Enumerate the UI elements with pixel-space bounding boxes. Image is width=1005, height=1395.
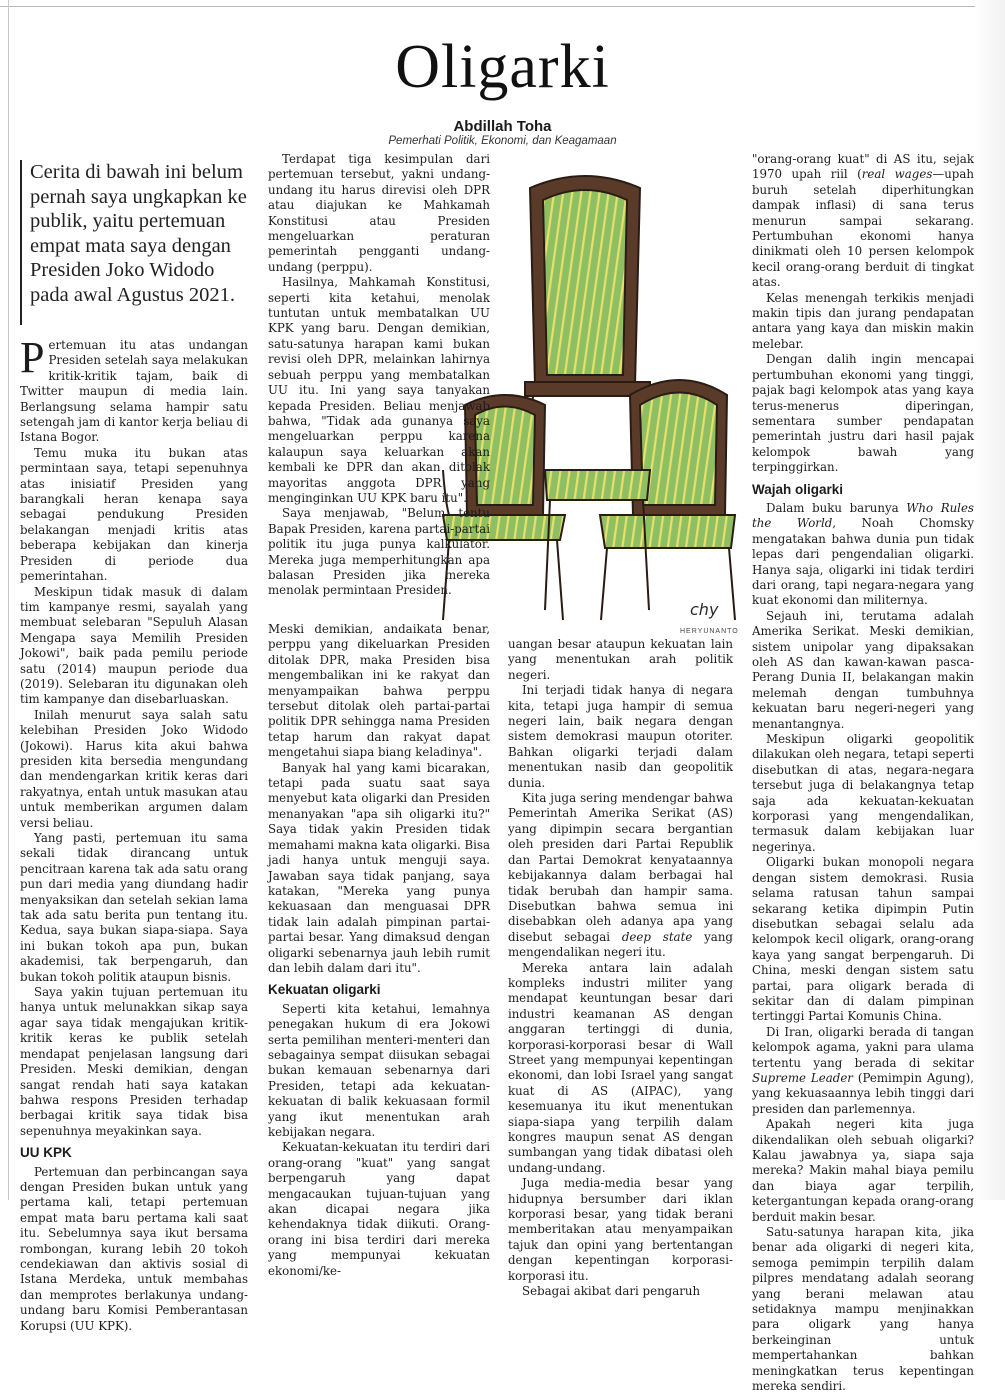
italic-term: deep state — [621, 929, 693, 944]
paragraph: Saya yakin tujuan pertemuan itu hanya untuk melunakkan sikap saya agar saya tidak mengajukan kritik-kritik keras ke publik setelah mendapat penjelasan langsung dari Presiden. Meski demikian, dengan sangat rendah hati saya katakan bahwa respons Presiden terhadap berbagai kritik saya tidak bisa sepenuhnya meyakinkan saya. — [20, 985, 248, 1138]
paragraph: Kelas menengah terkikis menjadi makin tipis dan jurang pendapatan antara yang kaya dan miskin makin melebar. — [752, 290, 974, 351]
paragraph — [752, 1025, 974, 1117]
paragraph: Terdapat tiga kesimpulan dari pertemuan tersebut, yakni undang-undang itu harus direvisi oleh DPR atau diajukan ke Mahkamah Konstitusi atau Presiden mengeluarkan peraturan pemerintah pengganti undang-undang (perppu). — [268, 152, 490, 274]
paragraph: Oligarki bukan monopoli negara dengan sistem demokrasi. Rusia selama ratusan tahun sampai sekarang ketika dipimpin Putin disebutkan sebagai selalu ada kelompok kecil oligark, orang-orang kaya yang sangat berpengaruh. Di China, meski dengan sistem satu partai, para oligark berada di sekitar dan di dalam pimpinan tertinggi Partai Komunis China. — [752, 855, 974, 1024]
article-title: Oligarki — [395, 33, 610, 101]
column-4 — [752, 152, 974, 1394]
paragraph: Mereka antara lain adalah kompleks industri militer yang mendapat keuntungan besar dari industri keamanan AS dengan anggaran tertinggi di dunia, korporasi-korporasi besar di Wall Street yang mempunyai kepentingan ekonomi, dan lobi Israel yang sangat kuat di AS (AIPAC), yang kesemuanya itu ikut menentukan siapa-siapa yang terpilih dalam kongres maupun senat AS dengan sumbangan yang tidak dibatasi oleh undang-undang. — [508, 960, 733, 1175]
paragraph — [752, 152, 974, 291]
drop-cap: P — [20, 333, 45, 382]
paragraph: Seperti kita ketahui, lemahnya penegakan hukum di era Jokowi serta pemilihan menteri-menteri dan sebagainya sempat diisukan sebagai bukan kemauan sebenarnya dari Presiden, tetapi ada kekuatan-kekuatan di balik kekuasaan formil yang ikut menentukan arah kebijakan negara. — [268, 1001, 490, 1139]
illustrator-signature: chy — [690, 600, 719, 619]
paragraph: Yang pasti, pertemuan itu sama sekali tidak dirancang untuk pencitraan karena tak ada satu orang pun dari media yang diundang hadir menyaksikan dan setelah sekian lama tak ada satu berita pun tentang itu. Kedua, saya bukan siapa-siapa. Saya ini bukan tokoh apa pun, bukan akademisi, tak berpengaruh, dan bukan tokoh politik ataupun bisnis. — [20, 831, 248, 984]
paragraph-text: Di Iran, oligarki berada di tangan kelompok agama, yakni para ulama tertentu yang berada di sekitar — [752, 1024, 974, 1070]
paragraph-text: , Noah Chomsky mengatakan bahwa dunia pun tidak lepas dari pengendalian oligarki. Hanya saja, oligarki ini tidak terdiri dari orang, tapi negara-negara yang kuat ekonomi dan militernya. — [752, 516, 974, 608]
author-name: Abdillah Toha — [453, 118, 552, 135]
paragraph: Sebagai akibat dari pengaruh — [522, 1284, 701, 1299]
column-3 — [508, 637, 733, 1299]
page-fold-shadow — [975, 0, 1005, 1200]
column-2-upper — [268, 152, 490, 622]
paragraph: Ini terjadi tidak hanya di negara kita, tetapi juga hampir di semua negeri lain, baik negara dengan sistem demokrasi maupun otoriter. Bahkan oligarki terjadi dalam menentukan nasib dan geopolitik dunia. — [508, 683, 733, 790]
paragraph: Apakah negeri kita juga dikendalikan oleh sebuah oligarki? Kalau jawabnya ya, siapa saja mereka? Makin mahal biaya pemilu dan biaya agar terpilih, ketergantungan kepada orang-orang berduit makin besar. — [752, 1117, 974, 1224]
paragraph: Dengan dalih ingin mencapai pertumbuhan ekonomi yang tinggi, pajak bagi kelompok atas yang kaya terus-menerus diperingan, sementara sumber pendapatan pemerintah justru dari hasil pajak kelompok bawah yang terpinggirkan. — [752, 352, 974, 475]
author-role: Pemerhati Politik, Ekonomi, dan Keagamaan — [388, 135, 617, 147]
section-heading: Kekuatan oligarki — [268, 982, 381, 998]
section-heading: Wajah oligarki — [752, 481, 844, 497]
italic-term: Supreme Leader — [752, 1070, 853, 1085]
lead-paragraph: Cerita di bawah ini belum pernah saya ungkapkan ke publik, yaitu pertemuan empat mata saya dengan Presiden Joko Widodo pada awal Agustus 2021. — [30, 161, 247, 306]
book-title: Who Rules the World — [752, 500, 974, 531]
paragraph: Temu muka itu bukan atas permintaan saya, tetapi sepenuhnya atas inisiatif Presiden yang barangkali heran kenapa saya sebagai pendukung Presiden belakangan menjadi kritis atas beberapa kebijakan dan kinerja Presiden di periode dua pemerintahan. — [20, 445, 248, 584]
paragraph: Pertemuan dan perbincangan saya dengan Presiden bukan untuk yang pertama kali, tetapi pertemuan empat mata baru pertama kali saat itu. Sebelumnya saya ikut bersama rombongan, kurang lebih 20 tokoh cendekiawan dan aktivis sosial di Istana Merdeka, untuk membahas dan memprotes berlakunya undang-undang baru Komisi Pemberantasan Korupsi (UU KPK). — [20, 1164, 248, 1333]
paragraph: Satu-satunya harapan kita, jika benar ada oligarki di negeri kita, semoga pemimpin terpilih dalam pilpres mendatang adalah seorang yang berani melawan atau setidaknya mampu menjinakkan para oligark yang hanya berkeinginan untuk mempertahankan bahkan meningkatkan terus kepentingan mereka sendiri. — [752, 1225, 974, 1394]
paragraph-text: yang mengendalikan negeri itu. — [508, 929, 733, 960]
paragraph: Hasilnya, Mahkamah Konstitusi, seperti kita ketahui, menolak tuntutan untuk membatalkan UU KPK yang baru. Dengan demikian, satu-satunya harapan kami bukan revisi oleh DPR, melainkan lahirnya sebuah perppu yang membatalkan UU itu. Ini yang saya tanyakan kepada Presiden. Beliau menjawab bahwa, "Tidak ada gunanya saya mengeluarkan perppu karena kalaupun saya keluarkan akan kembali ke DPR dan akan ditolak mayoritas anggota DPR yang menginginkan UU KPK baru itu". — [268, 275, 490, 505]
paragraph: uangan besar ataupun kekuatan lain yang menentukan arah politik negeri. — [508, 637, 733, 682]
section-heading: UU KPK — [20, 1145, 72, 1161]
italic-term: real wages — [861, 167, 933, 182]
left-margin-rule — [8, 0, 9, 1200]
paragraph — [20, 333, 248, 446]
paragraph: Inilah menurut saya salah satu kelebihan Presiden Joko Widodo (Jokowi). Harus kita akui bahwa presiden kita bersedia mengundang dan mendengarkan kritik keras dari rakyatnya, entah untuk masukan atau untuk memberikan argumen dalam versi beliau. — [20, 707, 248, 830]
paragraph: Banyak hal yang kami bicarakan, tetapi pada suatu saat saya menyebut kata oligarki dan Presiden menanyakan "apa sih oligarki itu?" Saya tidak yakin Presiden tidak memahami makna kata oligarki. Bisa jadi hanya untuk menguji saya. Jawaban saya tidak panjang, saya katakan, "Mereka yang punya kekuasaan dan menguasai DPR tidak lain adalah pimpinan partai-partai besar. Yang dimaksud dengan oligarki sebenarnya jauh lebih rumit dan lebih dalam dari itu". — [268, 760, 491, 975]
paragraph-text: (Pemimpin Agung), yang kekuasaannya lebih tinggi dari presiden dan parlemennya. — [752, 1070, 974, 1116]
top-rule — [0, 6, 975, 7]
paragraph: Meskipun oligarki geopolitik dilakukan oleh negara, tetapi seperti disebutkan di atas, negara-negara tersebut juga di belakangnya tetap saja ada kekuatan-kekuatan korporasi yang mengendalikan, termasuk dalam kebijakan luar negerinya. — [752, 732, 974, 854]
column-2-lower — [268, 622, 491, 1278]
paragraph: Saya menjawab, "Belum tentu Bapak Presiden, karena partai-partai politik itu juga punya kalkulator. Mereka juga memperhitungkan apa balasan Presiden jika mereka menolak permintaan Presiden. — [268, 506, 490, 598]
illustration-credit: HERYUNANTO — [680, 628, 739, 635]
column-1 — [20, 333, 248, 1333]
paragraph: Kekuatan-kekuatan itu terdiri dari orang-orang "kuat" yang sangat berpengaruh yang dapat mengacaukan tujuan-tujuan yang akan dicapai negara jika kehendaknya tidak diikuti. Orang-orang ini bisa terdiri dari mereka yang mempunyai kekuatan ekonomi/ke- — [268, 1140, 490, 1278]
paragraph — [508, 791, 733, 960]
paragraph-text: "orang-orang kuat" di AS itu, sejak 1970 upah riil ( — [752, 152, 974, 182]
paragraph-text: ertemuan itu atas undangan Presiden setelah saya melakukan kritik-kritik tajam, baik di Twitter maupun di media lain. Berlangsung selama hampir satu setengah jam di kantor kerja beliau di Istana Bogor. — [20, 338, 248, 445]
paragraph: Juga media-media besar yang hidupnya bersumber dari iklan korporasi besar, yang tidak berani memberitakan atau menyampaikan tajuk dan opini yang bertentangan dengan kepentingan korporasi-korporasi itu. — [508, 1176, 733, 1283]
paragraph-text: Dalam buku barunya — [766, 500, 907, 515]
paragraph: Meski demikian, andaikata benar, perppu yang dikeluarkan Presiden ditolak DPR, maka Presiden bisa mengembalikan ini ke rakyat dan menyampaikan bahwa perppu tersebut ditolak oleh partai-partai politik DPR sehingga nama Presiden tetap harum dan rakyat dapat mengetahui siapa biang keladinya". — [268, 622, 490, 760]
paragraph — [752, 501, 974, 609]
paragraph-text: Kita juga sering mendengar bahwa Pemerintah Amerika Serikat (AS) yang dipimpin secara bergantian oleh presiden dari Partai Republik dan Partai Demokrat kenyataannya kebijakannya dalam berbagai hal tidak berubah dan hampir sama. Disebutkan bahwa semua ini disebabkan oleh adanya apa yang disebut sebagai — [508, 791, 733, 944]
paragraph: Sejauh ini, terutama adalah Amerika Serikat. Meski demikian, sistem unipolar yang dipaksakan oleh AS dan kawan-kawan pasca-Perang Dunia II, belakangan makin melemah dengan tumbuhnya kekuatan baru negeri-negeri yang menantangnya. — [752, 608, 974, 731]
paragraph: Meskipun tidak masuk di dalam tim kampanye resmi, sayalah yang membuat selebaran "Sepuluh Alasan Mengapa saya Memilih Presiden Jokowi", baik pada pemilu periode satu (2014) maupun periode dua (2019). Selebaran itu digunakan oleh tim kampanye dan disebarluaskan. — [20, 584, 248, 707]
lead-rule — [20, 160, 22, 325]
paragraph-text: —upah buruh setelah diperhitungkan dampak inflasi) di sana terus menurun sampai sekarang. Pertumbuhan ekonomi hanya dinikmati oleh 10 persen kelompok kecil orang-orang berduit di tingkat atas. — [752, 167, 974, 290]
